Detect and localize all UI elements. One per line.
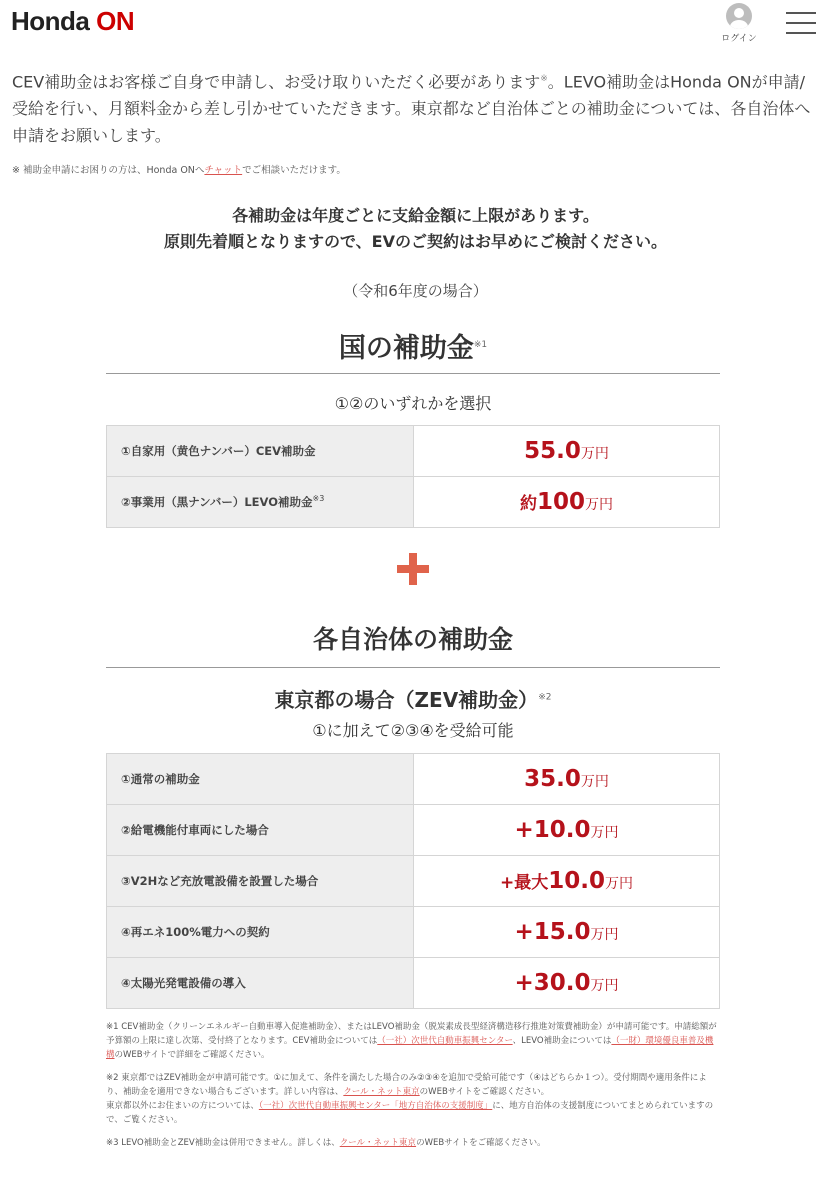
footnotes [106,1020,720,1159]
tokyo-row-3-amount: 10.0 [548,868,605,894]
jsaeev-link[interactable]: （一社）次世代自動車振興センター [377,1036,513,1046]
national-row-1-label: ①自家用（黄色ナンバー）CEV補助金 [121,444,316,458]
tokyo-row-3-label: ③V2Hなど充放電設備を設置した場合 [107,856,414,907]
tokyo-row-5-amount: 30.0 [533,970,591,996]
tokyo-row-5-prefix: + [514,970,534,996]
cool-net-tokyo-link[interactable]: クール・ネット東京 [343,1087,420,1097]
row-amount [414,907,720,958]
intro-mark: ※ [540,74,548,84]
national-row-2-amount: 100 [536,489,585,515]
menu-icon[interactable] [786,12,816,34]
national-title-text: 国の補助金 [338,333,474,364]
tokyo-row-5-unit: 万円 [590,978,619,994]
chat-note-after: でご相談いただけます。 [242,165,346,176]
national-row-1-amount: 55.0 [524,438,581,464]
tokyo-row-1-label: ①通常の補助金 [107,754,414,805]
tokyo-row-2-amount: 10.0 [533,817,591,843]
chat-link[interactable]: チャット [204,165,243,176]
intro-text-1: CEV補助金はお客様ご自身で申請し、お受け取りいただく必要があります [12,72,541,92]
national-row-2-unit: 万円 [585,497,613,513]
tokyo-row-4-amount: 15.0 [533,919,591,945]
row-label [107,477,414,528]
tokyo-row-1-amount: 35.0 [524,766,581,792]
table-row [107,907,720,958]
user-icon [726,3,752,29]
national-title-note: ※1 [473,340,488,350]
tokyo-row-3-prefix: +最大 [500,873,549,893]
local-support-link[interactable]: （一社）次世代自動車振興センター「地方自治体の支援制度」 [258,1101,493,1111]
leva-link[interactable]: （一財）環境優良車普及機構 [106,1036,714,1060]
table-row [107,754,720,805]
warning-line-1: 各補助金は年度ごとに支給金額に上限があります。 [232,206,599,225]
tokyo-subsidy-title [106,684,720,713]
tokyo-row-2-unit: 万円 [590,825,619,841]
row-label [107,426,414,477]
table-row [107,477,720,528]
national-divider [106,373,720,374]
tokyo-row-3-unit: 万円 [605,876,633,892]
plus-icon [397,553,429,585]
tokyo-title-text: 東京都の場合（ZEV補助金） [274,688,539,712]
tokyo-row-4-unit: 万円 [590,927,619,943]
logo-main: Honda [11,6,90,36]
chat-note [12,162,346,176]
tokyo-row-2-prefix: + [514,817,534,843]
footnote-2-text-a: ※2 東京都ではZEV補助金が申請可能です。①に加えて、条件を満たした場合のみ②③④を追加で受給可能です（④はどちらか１つ）。受付期間や適用条件により、補助金を適用できない場合もございます。詳しい内容は、 [106,1073,707,1097]
login-label: ログイン [721,34,757,44]
local-subsidy-title: 各自治体の補助金 [312,625,513,654]
cool-net-tokyo-link-2[interactable]: クール・ネット東京 [339,1138,417,1148]
honda-on-logo[interactable] [11,6,134,37]
warning-line-2: 原則先着順となりますので、EVのご契約はお早めにご検討ください。 [164,232,667,251]
tokyo-row-4-prefix: + [514,919,534,945]
national-subsidy-title [106,326,720,365]
table-row [107,426,720,477]
national-subtitle: ①②のいずれかを選択 [334,394,492,413]
row-amount [414,426,720,477]
table-row [107,805,720,856]
row-amount [414,958,720,1009]
footnote-2-text-d: に、地方自治体の支援制度についてまとめられていますので、ご覧ください。 [106,1101,714,1125]
national-row-2-prefix: 約 [519,494,537,514]
row-amount [414,754,720,805]
footnote-1-text-a: ※1 CEV補助金（クリーンエネルギー自動車導入促進補助金）、またはLEVO補助金（脱炭素成長型経済構造移行推進対策費補助金）が申請可能です。申請総額が予算額の上限に達し次第、受付終了となります。CEV補助金については [106,1022,717,1046]
intro-text [12,66,820,149]
fiscal-year-label: （令和6年度の場合） [343,282,488,300]
tokyo-subsidy-table [106,753,720,1009]
table-row [107,958,720,1009]
tokyo-row-2-label: ②給電機能付車両にした場合 [107,805,414,856]
national-subsidy-table [106,425,720,528]
row-amount [414,856,720,907]
tokyo-row-5-label: ④太陽光発電設備の導入 [107,958,414,1009]
footnote-3 [106,1136,720,1150]
intro-text-2: 。LEVO補助金はHonda ONが申請/受給を行い、月額料金から差し引かせていただきます。東京都など自治体ごとの補助金については、各自治体へ申請をお願いします。 [12,72,811,146]
footnote-2-text-b: のWEBサイトをご確認ください。 [419,1087,550,1097]
national-row-2-label: ②事業用（黒ナンバー）LEVO補助金 [121,495,313,509]
footnote-2-text-c: 東京都以外にお住まいの方については、 [106,1101,259,1111]
login-button[interactable] [716,3,762,44]
tokyo-title-note: ※2 [538,692,552,703]
site-header [0,0,831,48]
national-row-2-note: ※3 [312,494,325,504]
local-divider [106,667,720,668]
footnote-1-text-b: 、LEVO補助金については [512,1036,612,1046]
chat-note-before: ※ 補助金申請にお困りの方は、Honda ONへ [12,165,205,176]
logo-accent: ON [96,6,135,36]
national-row-1-unit: 万円 [580,446,609,462]
table-row [107,856,720,907]
footnote-1 [106,1020,720,1062]
footnote-3-text-b: のWEBサイトをご確認ください。 [416,1138,546,1148]
tokyo-subtitle: ①に加えて②③④を受給可能 [312,721,514,740]
tokyo-row-4-label: ④再エネ100%電力への契約 [107,907,414,958]
tokyo-row-1-unit: 万円 [580,774,609,790]
row-amount [414,477,720,528]
row-amount [414,805,720,856]
footnote-3-text-a: ※3 LEVO補助金とZEV補助金は併用できません。詳しくは、 [106,1138,340,1148]
footnote-2 [106,1071,720,1127]
subsidy-limit-warning [0,203,831,255]
footnote-1-text-c: のWEBサイトで詳細をご確認ください。 [114,1050,270,1060]
